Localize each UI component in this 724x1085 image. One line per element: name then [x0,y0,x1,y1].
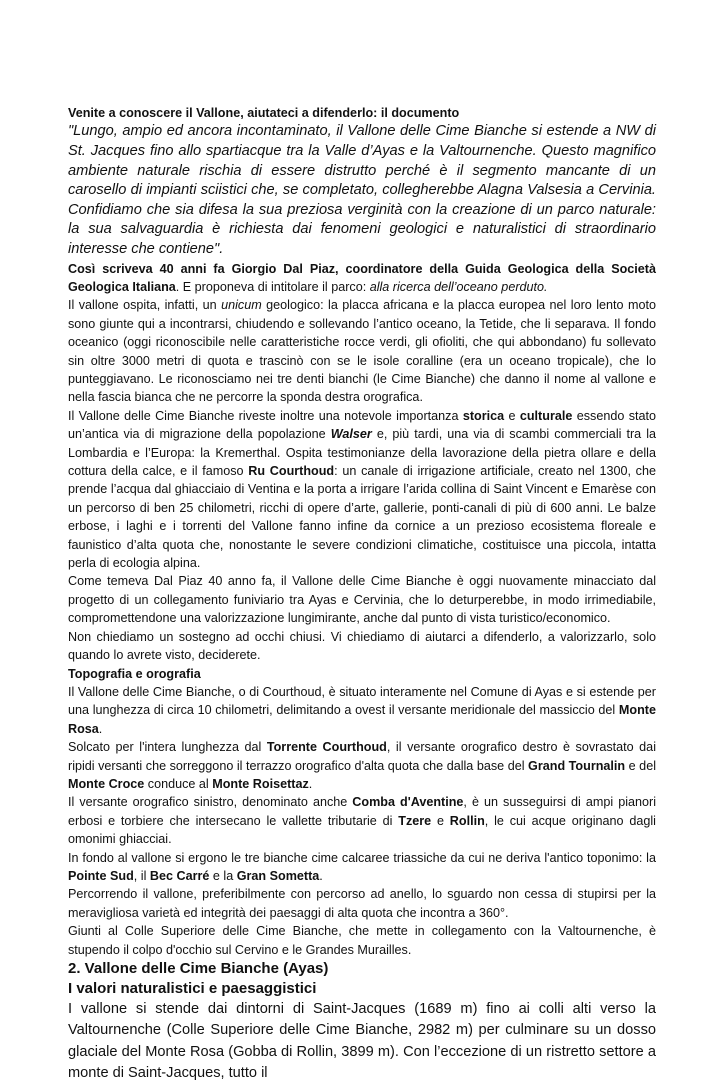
paragraph-dal-piaz [68,260,656,297]
document-title: Venite a conoscere il Vallone, aiutateci a difenderlo: il documento [68,106,460,120]
text: e la [209,868,237,883]
quote-paragraph: "Lungo, ampio ed ancora incontaminato, il Vallone delle Cime Bianche si estende a NW di St. Jacques fino allo spartiacque tra la Valle d’Ayas e la Valtournenche. Questo magnifico ambiente naturale rischia di essere distrutto perché è il segmento mancante di un carosello di impianti sciistici che, se completato, collegherebbe Alagna Valsesia a Cervinia. Confidiamo che sia difesa la sua preziosa verginità con la creazione di un parco naturale: la sua salvaguardia è richiesta dai fenomeni geologici e naturalistici di straordinario interesse che contiene". [68,123,656,257]
paragraph-right-slope [68,738,656,793]
bold-text: Ru Courthoud [248,464,335,479]
paragraph-location [68,683,656,738]
text: , il [133,868,150,883]
text: geologico: la placca africana e la placca europea nel loro lento moto sono giunte qui a incontrarsi, chiudendo e sollevando l’antico oceano, la Tetide, che li separava. Il fondo oceanico (oggi riconoscibile nelle caratteristiche rocce verdi, gli ofioliti, che qui abbondano) fu sollevato sin oltre 3000 metri di quota e trascinò con se le isole coralline (era un oceano tropicale), che lo punteggiavano. Le riconosciamo nei tre denti bianchi (le Cime Bianche) che danno il nome al vallone e nella fascia bianca che ne percorre la sponda destra orografica. [68,298,656,405]
text: e del [625,758,656,773]
bold-text: Gran Sometta [236,868,320,883]
bold-text: storica [462,408,505,423]
italic-text: unicum [221,298,262,313]
section-heading: 2. Vallone delle Cime Bianche (Ayas) [68,960,329,977]
text: Il versante orografico sinistro, denominato anche [68,795,353,810]
text: . [308,776,313,791]
bold-text: Tzere [398,813,432,828]
text: , le cui acque originano dagli omonimi ghiacciai. [68,813,656,847]
text: , è un susseguirsi di ampi pianori erbosi e torbiere che intersecano le vallette tributarie di [68,795,656,828]
text: e [431,813,450,828]
paragraph-geology [68,296,656,406]
text: essendo stato un’antica via di migrazione della popolazione [68,408,656,442]
bold-text: Rollin [449,813,485,828]
bold-text: Bec Carré [149,868,210,883]
bold-text: Grand Tournalin [528,758,626,773]
text: Il Vallone delle Cime Bianche riveste inoltre una notevole importanza [68,408,463,423]
text: e [504,408,520,423]
text: e, più tardi, una via di scambi commerciali tra la Lombardia e l’Europa: la Kremerthal. Ospita testimonianze della lavorazione della pietra ollare e della cottura della calce, e il famoso [68,427,656,479]
text: Solcato per l'intera lunghezza dal [68,740,267,755]
paragraph-threat: Come temeva Dal Piaz 40 anno fa, il Vallone delle Cime Bianche è oggi nuovamente minacciato dal progetto di un collegamento funiviario tra Ayas e Cervinia, che lo deturperebbe, in modo irrimediabile, compromettendone una valorizzazione lungimirante, anche dal punto di vista turistico/economico. [68,574,656,626]
text: . [319,868,323,883]
bold-text: Monte Croce [68,776,145,791]
text: In fondo al vallone si ergono le tre bianche cime calcaree triassiche da cui ne deriva l'antico toponimo: la [68,850,656,865]
document-page [68,104,656,1085]
paragraph-colle: Giunti al Colle Superiore delle Cime Bianche, che mette in collegamento con la Valtournenche, è stupendo il colpo d'occhio sul Cervino e le Grandes Murailles. [68,924,656,957]
text: . E proponeva di intitolare il parco: [175,279,370,294]
text: conduce al [144,776,213,791]
italic-text: alla ricerca dell’oceano perduto. [369,279,548,294]
paragraph-peaks [68,849,656,886]
bold-text: Comba d'Aventine [352,795,464,810]
subheading-topography: Topografia e orografia [68,666,201,681]
text: , il versante orografico destro è sovrastato dai ripidi versanti che sorreggono il terrazzo orografico d'alta quota che dalla base del [68,740,656,773]
text: : un canale di irrigazione artificiale, creato nel 1300, che prende l’acqua dal ghiacciaio di Ventina e la porta a irrigare l’arida collina di Saint Vincent e Emarèse con un percorso di ben 25 chilometri, ricchi di opere d’arte, gallerie, ponti-canali di più di 600 anni. Le balze erbose, i laghi e i torrenti del Vallone fanno infine da cornice a un prezioso ecosistema floreale e faunistico d’alta quota che, nonostante le severe condizioni climatiche, costituisce una piccola, intatta perla di ecologia alpina. [68,464,656,571]
bold-text: Torrente Courthoud [266,740,387,755]
paragraph-appeal: Non chiediamo un sostegno ad occhi chiusi. Vi chiediamo di aiutarci a difenderlo, a valorizzarlo, solo quando lo avrete visto, deciderete. [68,629,656,663]
section-subheading: I valori naturalistici e paesaggistici [68,980,317,997]
bold-text: culturale [519,408,573,423]
paragraph-valley-extent: I vallone si stende dai dintorni di Saint-Jacques (1689 m) fino ai colli alti verso la Valtournenche (Colle Superiore delle Cime Bianche, 2982 m) per culminare su un dosso glaciale del Monte Rosa (Gobba di Rollin, 3899 m). Con l’eccezione di un ristretto settore a monte di Saint-Jacques, tutto il [68,1001,656,1082]
bold-text: Monte Roisettaz [212,776,309,791]
bold-text: Monte Rosa [68,703,656,736]
text: . [98,721,103,736]
paragraph-loop: Percorrendo il vallone, preferibilmente con percorso ad anello, lo sguardo non cessa di stupirsi per la meravigliosa varietà ed integrità dei paesaggi di alta quota che incontra a 360°. [68,887,656,920]
bold-italic-text: Walser [330,427,372,442]
bold-text: Pointe Sud [68,868,134,883]
text: Il Vallone delle Cime Bianche, o di Courthoud, è situato interamente nel Comune di Ayas e si estende per una lunghezza di circa 10 chilometri, delimitando a ovest il versante meridionale del massiccio del [68,684,656,718]
paragraph-history [68,407,656,573]
bold-text: Così scriveva 40 anni fa Giorgio Dal Piaz, coordinatore della Guida Geologica della Società Geologica Italiana [68,261,656,294]
text: Il vallone ospita, infatti, un [68,298,222,313]
paragraph-left-slope [68,793,656,848]
